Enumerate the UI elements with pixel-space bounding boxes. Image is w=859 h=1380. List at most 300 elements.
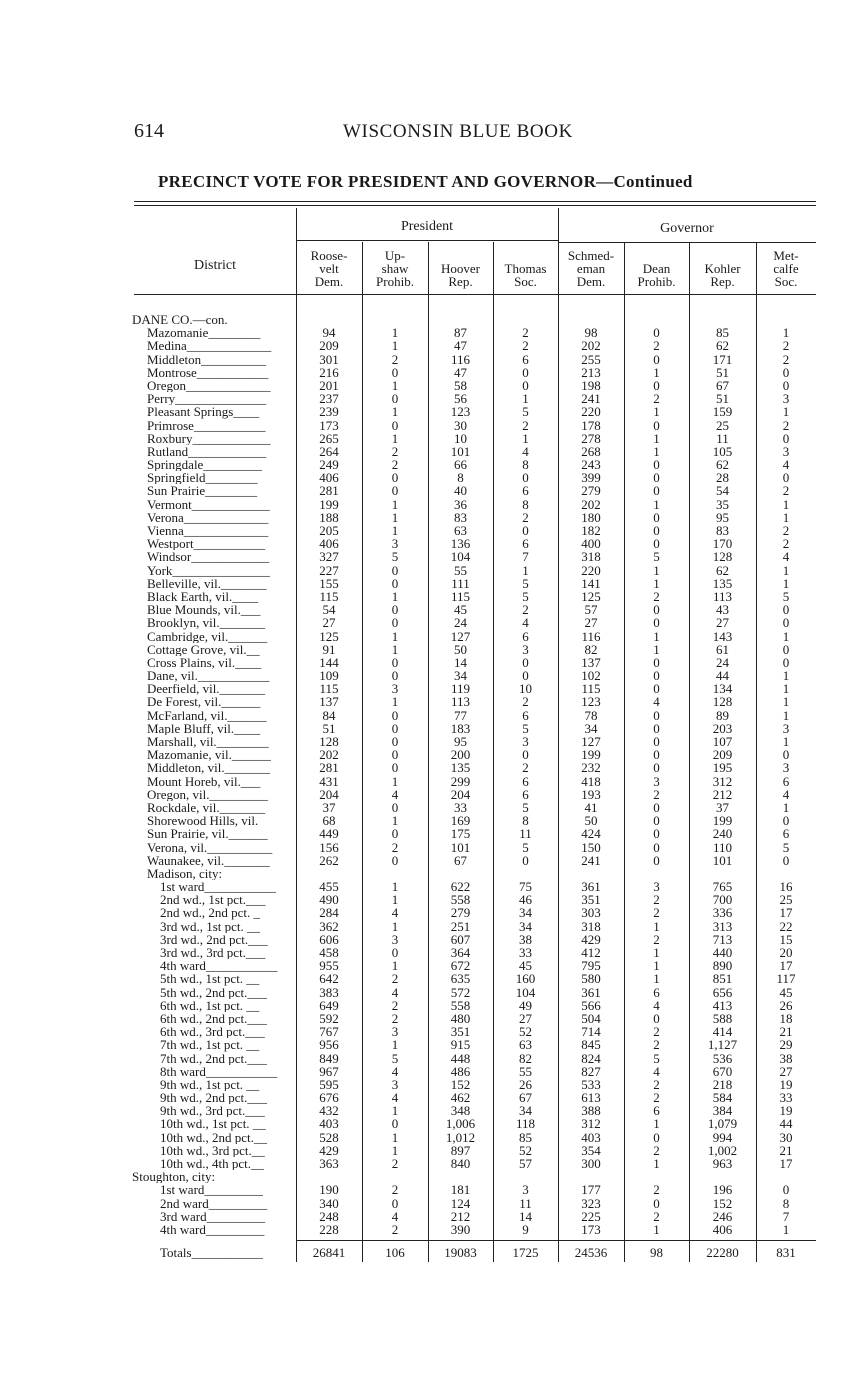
- vote-hoover: 50: [454, 641, 467, 657]
- district-name: Windsor____________: [147, 550, 270, 564]
- vote-kohler: 95: [716, 509, 729, 525]
- vote-roosevelt: 109: [319, 668, 339, 684]
- vote-schmedeman: 125: [581, 588, 601, 604]
- column-header-schmedeman: [558, 249, 624, 288]
- vote-dean: 2: [653, 1037, 660, 1053]
- vote-thomas: 6: [522, 483, 529, 499]
- district-name: Oregon, vil._________: [147, 787, 268, 801]
- vote-thomas: 27: [519, 1010, 532, 1026]
- district-name: 10th wd., 3rd pct.__: [160, 1143, 265, 1158]
- district-name: 5th wd., 1st pct. __: [160, 972, 260, 986]
- vote-thomas: 52: [519, 1142, 532, 1158]
- vote-metcalfe: 22: [779, 918, 793, 934]
- vote-roosevelt: 128: [319, 734, 339, 749]
- vote-hoover: 45: [454, 602, 467, 618]
- district-name: 3rd wd., 2nd pct.___: [160, 932, 268, 947]
- table-row: [0, 986, 859, 999]
- vote-upshaw: 1: [391, 377, 399, 393]
- vote-dean: 0: [653, 852, 660, 868]
- vote-thomas: 10: [519, 681, 532, 697]
- vote-thomas: 4: [522, 615, 529, 631]
- vote-dean: 2: [653, 786, 660, 802]
- vote-roosevelt: 249: [319, 457, 339, 473]
- vote-kohler: 35: [716, 496, 729, 512]
- vote-kohler: 37: [716, 799, 729, 815]
- vote-thomas: 5: [522, 588, 529, 604]
- district-name: Springfield________: [147, 471, 258, 485]
- vote-upshaw: 0: [391, 654, 399, 670]
- column-header-line: Prohib.: [637, 274, 676, 289]
- vote-hoover: 622: [450, 879, 471, 895]
- vote-thomas: 46: [519, 892, 532, 908]
- vote-roosevelt: 125: [319, 628, 339, 644]
- vote-dean: 0: [653, 615, 660, 631]
- column-header-line: Kohler: [704, 261, 741, 276]
- vote-kohler: 994: [712, 1129, 733, 1145]
- vote-roosevelt: 327: [319, 549, 339, 565]
- vote-schmedeman: 403: [581, 1129, 601, 1145]
- vote-kohler: 62: [716, 457, 729, 473]
- vote-kohler: 312: [712, 773, 733, 789]
- vote-roosevelt: 54: [322, 602, 336, 618]
- vote-upshaw: 2: [391, 971, 399, 987]
- district-name: 10th wd., 2nd pct.__: [160, 1130, 267, 1144]
- table-row: [0, 1065, 859, 1078]
- vote-roosevelt: 209: [319, 338, 339, 354]
- district-name: Vermont____________: [147, 497, 270, 511]
- vote-metcalfe: 2: [782, 338, 790, 354]
- vote-upshaw: 3: [391, 1024, 399, 1040]
- vote-upshaw: 4: [391, 1090, 399, 1106]
- vote-dean: 6: [653, 1103, 660, 1119]
- vote-kohler: 713: [712, 931, 733, 947]
- vote-roosevelt: 301: [319, 351, 339, 367]
- table-row: [0, 775, 859, 788]
- vote-dean: 2: [653, 1024, 660, 1040]
- vote-metcalfe: 26: [779, 997, 793, 1013]
- district-name: 2nd wd., 1st pct.___: [160, 893, 266, 907]
- district-name: 1st ward_________: [160, 1183, 263, 1197]
- vote-upshaw: 1: [391, 430, 399, 446]
- vote-schmedeman: 202: [581, 496, 601, 512]
- vote-schmedeman: 613: [581, 1090, 601, 1106]
- column-header-line: eman: [576, 261, 606, 276]
- vote-metcalfe: 1: [782, 496, 790, 512]
- vote-schmedeman: 418: [581, 773, 601, 789]
- vote-kohler: 246: [712, 1208, 733, 1224]
- vote-thomas: 0: [522, 523, 529, 538]
- table-row: [0, 999, 859, 1012]
- vote-upshaw: 1: [391, 1129, 399, 1145]
- vote-schmedeman: 213: [581, 364, 601, 380]
- vote-roosevelt: 767: [319, 1024, 339, 1040]
- top-rule-1: [134, 201, 816, 202]
- vote-hoover: 1,006: [445, 1116, 476, 1132]
- vote-thomas: 8: [522, 496, 529, 512]
- table-row: [0, 630, 859, 643]
- vote-upshaw: 1: [391, 1037, 399, 1053]
- vote-thomas: 6: [522, 536, 529, 552]
- vote-kohler: 24: [716, 654, 729, 670]
- district-name: Perry______________: [147, 392, 267, 406]
- vote-hoover: 364: [450, 945, 471, 960]
- vote-metcalfe: 4: [782, 786, 790, 802]
- vote-dean: 0: [653, 377, 660, 393]
- vote-hoover: 101: [450, 443, 471, 459]
- district-name: Rutland____________: [147, 444, 267, 459]
- vote-thomas: 34: [519, 905, 532, 921]
- vote-upshaw: 1: [391, 641, 399, 657]
- district-name: 3rd ward_________: [160, 1209, 266, 1223]
- vote-hoover: 36: [454, 496, 467, 512]
- vote-kohler: 700: [712, 892, 733, 908]
- vote-kohler: 27: [716, 615, 729, 631]
- district-name: Maple Bluff, vil.____: [147, 721, 261, 736]
- vote-schmedeman: 351: [581, 892, 601, 908]
- vote-schmedeman: 198: [581, 377, 601, 393]
- vote-thomas: 57: [519, 1156, 532, 1171]
- vote-metcalfe: 0: [782, 1182, 790, 1198]
- vote-dean: 3: [653, 879, 660, 895]
- vote-schmedeman: 50: [584, 813, 598, 829]
- column-header-line: Rep.: [710, 274, 735, 289]
- vote-hoover: 87: [454, 325, 467, 341]
- vote-kohler: 143: [712, 628, 733, 644]
- vote-metcalfe: 117: [776, 971, 796, 987]
- vote-thomas: 9: [522, 1221, 529, 1237]
- total-hoover: 19083: [444, 1245, 477, 1260]
- top-rule-2: [134, 205, 816, 206]
- vote-hoover: 181: [450, 1182, 471, 1198]
- district-name: Roxbury____________: [147, 431, 271, 445]
- district-name: 7th wd., 2nd pct.___: [160, 1051, 267, 1065]
- district-name: 9th wd., 2nd pct.___: [160, 1091, 267, 1105]
- vote-roosevelt: 956: [319, 1037, 339, 1053]
- vote-schmedeman: 318: [581, 549, 601, 565]
- vote-hoover: 124: [450, 1195, 471, 1211]
- vote-metcalfe: 0: [782, 377, 790, 393]
- vote-kohler: 313: [712, 918, 733, 934]
- vote-hoover: 113: [450, 694, 471, 710]
- vote-roosevelt: 144: [319, 654, 339, 670]
- column-header-line: shaw: [381, 261, 409, 276]
- vote-upshaw: 0: [391, 826, 399, 842]
- column-header-line: Prohib.: [376, 274, 414, 289]
- vote-thomas: 1: [522, 391, 529, 407]
- vote-metcalfe: 1: [782, 668, 790, 684]
- vote-upshaw: 1: [391, 1103, 399, 1119]
- vote-hoover: 8: [457, 470, 464, 486]
- vote-upshaw: 5: [391, 1050, 399, 1066]
- table-row: [0, 1131, 859, 1144]
- district-name: Oregon_____________: [147, 378, 271, 393]
- vote-metcalfe: 0: [782, 641, 790, 657]
- vote-hoover: 116: [450, 351, 471, 367]
- vote-thomas: 34: [519, 918, 532, 934]
- vote-hoover: 486: [450, 1063, 471, 1079]
- vote-metcalfe: 1: [782, 562, 790, 578]
- vote-schmedeman: 795: [581, 958, 601, 974]
- vote-dean: 1: [653, 562, 660, 578]
- vote-metcalfe: 3: [782, 760, 790, 776]
- vote-hoover: 24: [454, 615, 467, 631]
- table-row: [0, 511, 859, 524]
- vote-dean: 2: [653, 1076, 660, 1092]
- vote-dean: 0: [653, 734, 660, 749]
- vote-schmedeman: 361: [581, 879, 601, 895]
- vote-metcalfe: 44: [779, 1116, 793, 1132]
- vote-roosevelt: 262: [319, 852, 339, 868]
- vote-hoover: 56: [454, 391, 467, 407]
- vote-metcalfe: 19: [779, 1103, 793, 1119]
- district-name: Mazomanie________: [147, 326, 261, 340]
- vote-metcalfe: 29: [779, 1037, 793, 1053]
- vote-schmedeman: 232: [581, 760, 601, 776]
- vote-thomas: 5: [522, 575, 529, 591]
- vote-schmedeman: 127: [581, 734, 601, 749]
- vote-roosevelt: 37: [322, 799, 336, 815]
- district-name: Cross Plains, vil.____: [147, 655, 262, 670]
- vote-thomas: 2: [522, 602, 529, 618]
- vote-schmedeman: 827: [581, 1063, 601, 1079]
- vote-roosevelt: 264: [319, 443, 339, 459]
- vote-roosevelt: 190: [319, 1182, 339, 1198]
- table-row: [0, 1157, 859, 1170]
- vote-hoover: 123: [450, 404, 471, 420]
- vote-kohler: 62: [716, 338, 729, 354]
- district-name: 4th ward___________: [160, 959, 278, 973]
- vote-dean: 0: [653, 799, 660, 815]
- vote-dean: 2: [653, 1208, 660, 1224]
- vote-kohler: 171: [712, 351, 733, 367]
- vote-thomas: 0: [522, 470, 529, 486]
- district-name: De Forest, vil.______: [147, 695, 261, 709]
- vote-thomas: 26: [519, 1076, 532, 1092]
- column-header-hoover: [428, 262, 493, 288]
- district-name: Verona_____________: [147, 510, 269, 525]
- section-heading-row: [0, 313, 859, 326]
- vote-thomas: 55: [519, 1063, 532, 1079]
- vote-hoover: 299: [450, 773, 471, 789]
- vote-dean: 1: [653, 641, 660, 657]
- vote-schmedeman: 82: [584, 641, 598, 657]
- district-name: Cambridge, vil.______: [147, 629, 268, 643]
- totals-rule: [296, 1240, 816, 1241]
- column-header-line: Soc.: [774, 274, 798, 289]
- vote-schmedeman: 123: [581, 694, 601, 710]
- vote-kohler: 128: [712, 549, 733, 565]
- total-metcalfe: 831: [776, 1245, 796, 1260]
- vote-schmedeman: 150: [581, 839, 601, 855]
- vote-schmedeman: 361: [581, 984, 601, 1000]
- vote-kohler: 851: [712, 971, 733, 987]
- vote-hoover: 127: [450, 628, 471, 644]
- vote-upshaw: 1: [391, 404, 399, 420]
- vote-metcalfe: 1: [782, 404, 790, 420]
- vote-thomas: 14: [519, 1208, 532, 1224]
- vote-roosevelt: 173: [319, 417, 339, 433]
- district-name: 3rd wd., 1st pct. __: [160, 919, 261, 933]
- vote-dean: 2: [653, 1142, 660, 1158]
- vote-kohler: 51: [716, 391, 729, 407]
- vote-upshaw: 0: [391, 734, 399, 749]
- column-header-line: Met-: [773, 248, 799, 263]
- vote-roosevelt: 115: [319, 588, 339, 604]
- vote-metcalfe: 20: [779, 945, 793, 960]
- vote-roosevelt: 383: [319, 984, 339, 1000]
- vote-kohler: 89: [716, 707, 729, 723]
- district-name: 5th wd., 2nd pct.___: [160, 985, 267, 999]
- vote-kohler: 107: [712, 734, 733, 749]
- vote-schmedeman: 312: [581, 1116, 601, 1132]
- vote-kohler: 218: [712, 1076, 733, 1092]
- vote-schmedeman: 241: [581, 852, 601, 868]
- vote-thomas: 0: [522, 668, 529, 684]
- vote-dean: 2: [653, 892, 660, 908]
- vote-kohler: 670: [712, 1063, 733, 1079]
- vote-kohler: 440: [712, 945, 733, 960]
- vote-schmedeman: 141: [581, 575, 601, 591]
- vote-thomas: 5: [522, 799, 529, 815]
- vote-kohler: 113: [712, 588, 733, 604]
- vote-dean: 4: [653, 694, 660, 710]
- district-name: 8th ward___________: [160, 1064, 278, 1078]
- vote-hoover: 348: [450, 1103, 471, 1119]
- vote-kohler: 584: [712, 1090, 733, 1106]
- vote-metcalfe: 7: [782, 1208, 790, 1224]
- vote-roosevelt: 94: [322, 325, 336, 341]
- vote-hoover: 175: [450, 826, 471, 842]
- vote-hoover: 1,012: [445, 1129, 476, 1145]
- district-name: 3rd wd., 3rd pct.___: [160, 946, 266, 960]
- vote-roosevelt: 676: [319, 1090, 339, 1106]
- vote-roosevelt: 403: [319, 1116, 339, 1132]
- vote-schmedeman: 220: [581, 562, 601, 578]
- district-name: Black Earth, vil.____: [147, 589, 259, 604]
- vote-upshaw: 1: [391, 813, 399, 829]
- vote-dean: 2: [653, 1182, 660, 1198]
- district-name: Cottage Grove, vil.__: [147, 642, 260, 656]
- vote-dean: 1: [653, 1156, 660, 1171]
- vote-dean: 0: [653, 760, 660, 776]
- vote-schmedeman: 178: [581, 417, 601, 433]
- vote-upshaw: 2: [391, 1182, 399, 1198]
- vote-dean: 0: [653, 536, 660, 552]
- vote-upshaw: 0: [391, 1195, 399, 1211]
- vote-schmedeman: 199: [581, 747, 601, 763]
- president-underline: [296, 240, 558, 241]
- vote-hoover: 840: [450, 1156, 471, 1171]
- vote-roosevelt: 455: [319, 879, 339, 895]
- vote-upshaw: 0: [391, 615, 399, 631]
- column-header-line: Up-: [384, 248, 406, 263]
- vote-upshaw: 1: [391, 892, 399, 908]
- vote-metcalfe: 1: [782, 325, 790, 341]
- vote-thomas: 67: [519, 1090, 532, 1106]
- table-row: [0, 498, 859, 511]
- vote-metcalfe: 1: [782, 681, 790, 697]
- district-name: 10th wd., 1st pct. __: [160, 1117, 266, 1131]
- vote-schmedeman: 400: [581, 536, 601, 552]
- table-row: [0, 445, 859, 458]
- vote-kohler: 61: [716, 641, 729, 657]
- table-row: [0, 906, 859, 919]
- vote-upshaw: 0: [391, 470, 399, 486]
- vote-hoover: 897: [450, 1142, 471, 1158]
- district-name: Montrose___________: [147, 365, 269, 379]
- district-name: Dane, vil.___________: [147, 669, 270, 683]
- vote-metcalfe: 2: [782, 417, 790, 433]
- vote-hoover: 558: [450, 997, 471, 1013]
- vote-metcalfe: 5: [782, 839, 790, 855]
- vote-roosevelt: 592: [319, 1010, 339, 1026]
- vote-hoover: 101: [450, 839, 471, 855]
- vote-upshaw: 1: [391, 523, 399, 538]
- vote-hoover: 462: [450, 1090, 471, 1106]
- vote-schmedeman: 388: [581, 1103, 601, 1119]
- vote-schmedeman: 845: [581, 1037, 601, 1053]
- vote-roosevelt: 642: [319, 971, 339, 987]
- vote-upshaw: 5: [391, 549, 399, 565]
- vote-hoover: 67: [454, 852, 467, 868]
- vote-dean: 1: [653, 918, 660, 934]
- column-header-roosevelt: [296, 249, 362, 288]
- district-name: Deerfield, vil._______: [147, 682, 266, 696]
- vote-upshaw: 1: [391, 509, 399, 525]
- table-row: [0, 590, 859, 603]
- vote-hoover: 30: [454, 417, 467, 433]
- vote-hoover: 351: [450, 1024, 471, 1040]
- vote-dean: 3: [653, 773, 660, 789]
- vote-dean: 5: [653, 549, 660, 565]
- district-name: Vienna_____________: [147, 524, 269, 538]
- vote-dean: 2: [653, 931, 660, 947]
- vote-roosevelt: 237: [319, 391, 339, 407]
- vote-schmedeman: 78: [584, 707, 598, 723]
- column-header-metcalfe: [756, 249, 816, 288]
- district-name: Shorewood Hills, vil.: [147, 814, 259, 828]
- vote-metcalfe: 2: [782, 483, 790, 499]
- vote-kohler: 62: [716, 562, 729, 578]
- vote-roosevelt: 431: [319, 773, 339, 789]
- vote-schmedeman: 504: [581, 1010, 601, 1026]
- column-header-line: Thomas: [504, 261, 547, 276]
- vote-dean: 1: [653, 364, 660, 380]
- district-name: 9th wd., 1st pct. __: [160, 1077, 260, 1092]
- vote-hoover: 279: [450, 905, 471, 921]
- vote-schmedeman: 182: [581, 523, 601, 538]
- column-header-line: Schmed-: [567, 248, 615, 263]
- total-schmedeman: 24536: [574, 1245, 608, 1260]
- vote-hoover: 66: [454, 457, 467, 473]
- district-name: 2nd ward_________: [160, 1196, 268, 1210]
- vote-roosevelt: 239: [319, 404, 339, 420]
- header-bottom-rule: [134, 294, 816, 295]
- vote-thomas: 2: [522, 325, 529, 341]
- vote-metcalfe: 2: [782, 351, 790, 367]
- vote-dean: 1: [653, 430, 660, 446]
- vote-kohler: 336: [712, 905, 733, 921]
- vote-thomas: 1: [522, 562, 529, 578]
- vote-metcalfe: 17: [779, 905, 793, 921]
- vote-hoover: 915: [450, 1037, 471, 1053]
- table-row: [0, 550, 859, 563]
- vote-roosevelt: 248: [319, 1208, 339, 1224]
- vote-schmedeman: 193: [581, 786, 601, 802]
- vote-kohler: 170: [712, 536, 733, 552]
- table-row: [0, 405, 859, 418]
- vote-dean: 1: [653, 958, 660, 974]
